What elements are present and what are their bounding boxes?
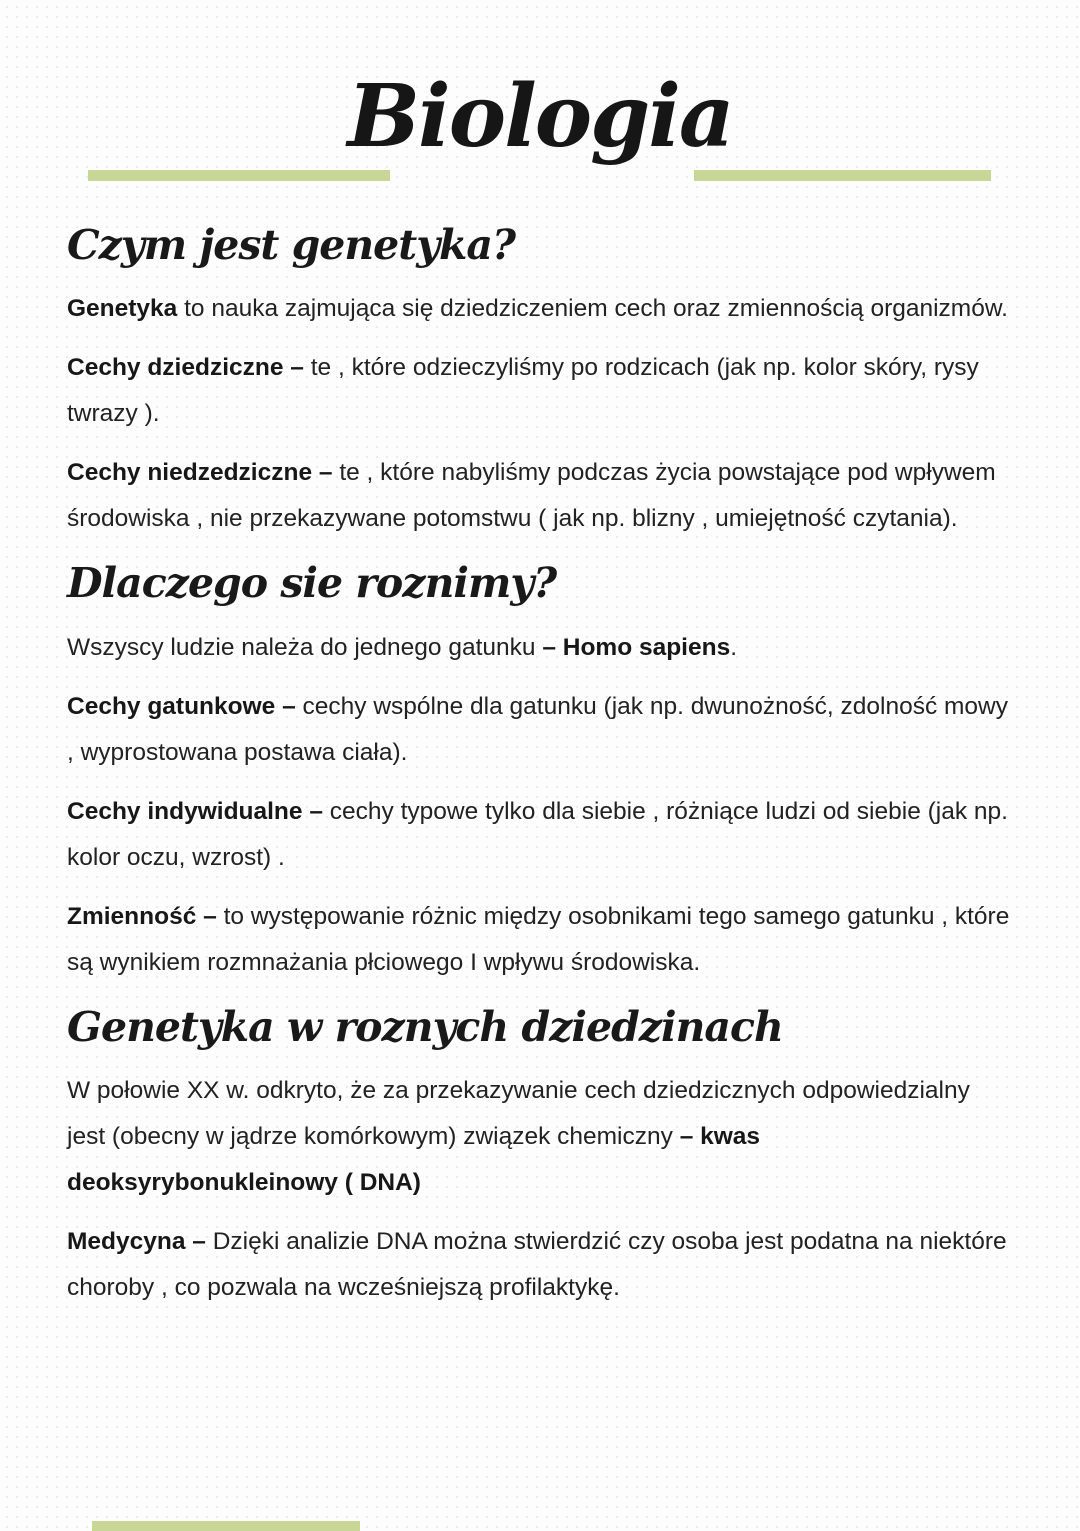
note-paragraph <box>67 1068 1012 1206</box>
text-run: cechy typowe tylko dla siebie , różniące ludzi od siebie (jak np. kolor oczu, wzrost) . <box>67 797 1008 871</box>
term-bold: – Homo sapiens <box>542 633 731 661</box>
text-run: W połowie XX w. odkryto, że za przekazywanie cech dziedzicznych odpowiedzialny jest (obecny w jądrze komórkowym) związek chemiczny <box>67 1076 970 1150</box>
note-paragraph <box>67 789 1012 881</box>
note-section <box>67 558 1012 985</box>
note-section <box>67 220 1012 542</box>
term-bold: Medycyna – <box>67 1227 206 1255</box>
title-underline-left <box>88 170 390 181</box>
note-paragraph <box>67 684 1012 776</box>
text-run: Dzięki analizie DNA można stwierdzić czy osoba jest podatna na niektóre choroby , co pozwala na wcześniejszą profilaktykę. <box>67 1227 1007 1301</box>
text-run: Wszyscy ludzie należa do jednego gatunku <box>67 633 543 661</box>
text-run: to występowanie różnic między osobnikami tego samego gatunku , które są wynikiem rozmnażania płciowego I wpływu środowiska. <box>67 902 1010 976</box>
page-header <box>0 0 1080 212</box>
next-page-underline <box>92 1521 360 1531</box>
note-paragraph <box>67 894 1012 986</box>
term-bold: Cechy indywidualne – <box>67 797 323 825</box>
text-run: to nauka zajmująca się dziedziczeniem cech oraz zmiennością organizmów. <box>177 295 1008 323</box>
term-bold: Genetyka <box>67 295 178 323</box>
term-bold: – kwas deoksyrybonukleinowy ( DNA) <box>67 1122 761 1196</box>
notes-content <box>0 220 1080 1311</box>
term-bold: Cechy dziedziczne – <box>67 354 304 382</box>
page-title: Biologia <box>347 66 733 167</box>
section-heading: Dlaczego sie roznimy? <box>67 559 557 608</box>
note-paragraph <box>67 286 1012 332</box>
section-heading: Genetyka w roznych dziedzinach <box>67 1002 783 1051</box>
text-run: te , które nabyliśmy podczas życia powstające pod wpływem środowiska , nie przekazywane potomstwu ( jak np. blizny , umiejętność czytania). <box>67 459 996 533</box>
note-paragraph <box>67 625 1012 671</box>
note-paragraph <box>67 1219 1012 1311</box>
text-run: te , które odzieczyliśmy po rodzicach (jak np. kolor skóry, rysy twrazy ). <box>67 354 979 428</box>
note-paragraph <box>67 345 1012 437</box>
text-run: . <box>730 633 738 661</box>
title-underline-right <box>694 170 991 181</box>
term-bold: Cechy niedzedziczne – <box>67 459 333 487</box>
section-heading: Czym jest genetyka? <box>67 221 516 269</box>
note-paragraph <box>67 450 1012 542</box>
term-bold: Zmienność – <box>67 902 217 930</box>
text-run: cechy wspólne dla gatunku (jak np. dwunożność, zdolność mowy , wyprostowana postawa ciała). <box>67 692 1008 766</box>
note-section <box>67 1002 1012 1311</box>
term-bold: Cechy gatunkowe – <box>67 692 296 720</box>
